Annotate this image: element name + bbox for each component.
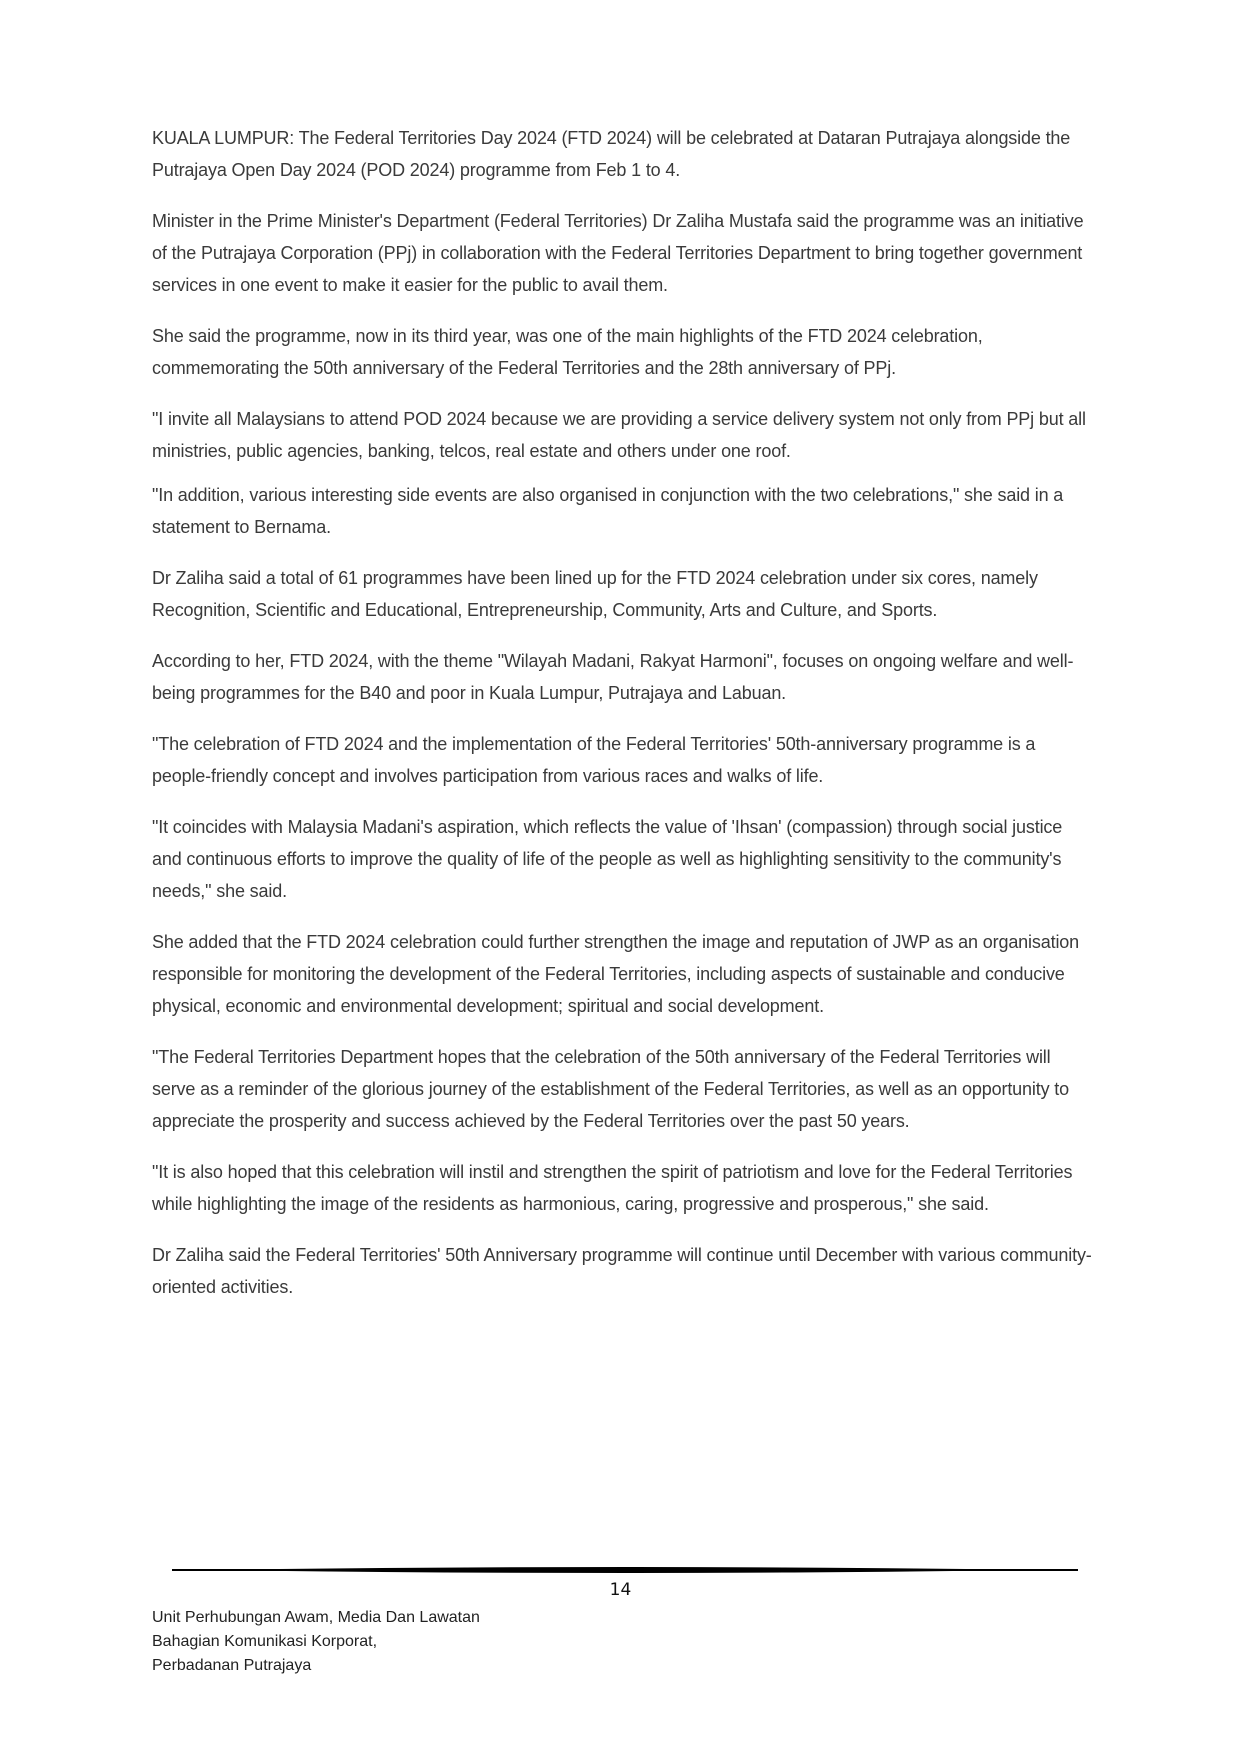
footer-organization (152, 1606, 480, 1678)
paragraph: Minister in the Prime Minister's Department (Federal Territories) Dr Zaliha Mustafa said the programme was an initiative of the Putrajaya Corporation (PPj) in collaboration with the Federal Territories Department to bring together government services in one event to make it easier for the public to avail them. (152, 211, 1084, 295)
paragraph: "It coincides with Malaysia Madani's aspiration, which reflects the value of 'Ihsan' (compassion) through social justice and continuous efforts to improve the quality of life of the people as well as highlighting sensitivity to the community's needs," she said. (152, 817, 1063, 901)
paragraph: KUALA LUMPUR: The Federal Territories Day 2024 (FTD 2024) will be celebrated at Dataran Putrajaya alongside the Putrajaya Open Day 2024 (POD 2024) programme from Feb 1 to 4. (152, 128, 1071, 180)
paragraph: "In addition, various interesting side events are also organised in conjunction with the two celebrations," she said in a statement to Bernama. (152, 485, 1064, 537)
footer-divider (172, 1565, 1078, 1575)
paragraph: "It is also hoped that this celebration will instil and strengthen the spirit of patriotism and love for the Federal Territories while highlighting the image of the residents as harmonious, caring, progressive and prosperous," she said. (152, 1162, 1073, 1214)
page-number: 14 (609, 1580, 632, 1600)
footer-line-unit: Unit Perhubungan Awam, Media Dan Lawatan (152, 1609, 480, 1626)
paragraph: She added that the FTD 2024 celebration could further strengthen the image and reputation of JWP as an organisation responsible for monitoring the development of the Federal Territories, including aspects of sustainable and conducive physical, economic and environmental development; spiritual and social development. (152, 932, 1080, 1016)
footer-line-corporation: Perbadanan Putrajaya (152, 1657, 312, 1674)
paragraph: According to her, FTD 2024, with the theme "Wilayah Madani, Rakyat Harmoni", focuses on ongoing welfare and well-being programmes for the B40 and poor in Kuala Lumpur, Putrajaya and Labuan. (152, 651, 1074, 703)
paragraph: "The Federal Territories Department hopes that the celebration of the 50th anniversary of the Federal Territories will serve as a reminder of the glorious journey of the establishment of the Federal Territories, as well as an opportunity to appreciate the prosperity and success achieved by the Federal Territories over the past 50 years. (152, 1047, 1070, 1131)
paragraph: "I invite all Malaysians to attend POD 2024 because we are providing a service delivery system not only from PPj but all ministries, public agencies, banking, telcos, real estate and others under one roof. (152, 409, 1086, 461)
article-body (152, 122, 1092, 1322)
footer-line-division: Bahagian Komunikasi Korporat, (152, 1633, 378, 1650)
paragraph: Dr Zaliha said the Federal Territories' 50th Anniversary programme will continue until December with various community-oriented activities. (152, 1245, 1092, 1297)
paragraph: She said the programme, now in its third year, was one of the main highlights of the FTD 2024 celebration, commemorating the 50th anniversary of the Federal Territories and the 28th anniversary of PPj. (152, 326, 983, 378)
paragraph: "The celebration of FTD 2024 and the implementation of the Federal Territories' 50th-anniversary programme is a people-friendly concept and involves participation from various races and walks of life. (152, 734, 1036, 786)
paragraph: Dr Zaliha said a total of 61 programmes have been lined up for the FTD 2024 celebration under six cores, namely Recognition, Scientific and Educational, Entrepreneurship, Community, Arts and Culture, and Sports. (152, 568, 1038, 620)
